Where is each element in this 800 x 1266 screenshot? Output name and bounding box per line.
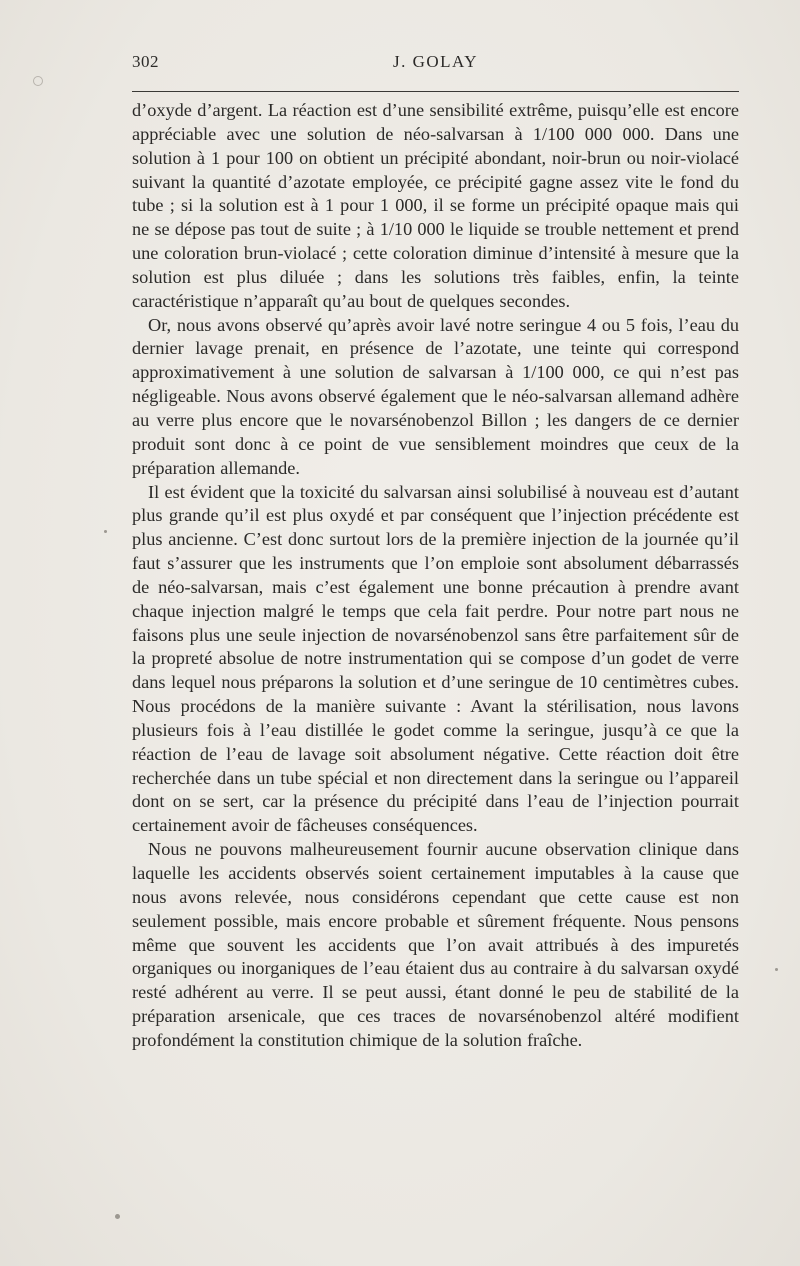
paper-speck	[775, 968, 778, 971]
paragraph: Il est évident que la toxicité du salvarsan ainsi solubilisé à nouveau est d’autant plus grande qu’il est plus oxydé et par conséquent que l’injection précédente est plus ancienne. C’est donc surtout lors de la première injection de la journée qu’il faut s’assurer que les instruments que l’on emploie sont absolument débarrassés de néo-salvarsan, mais c’est également une bonne précaution à prendre avant chaque injection malgré le temps que cela fait perdre. Pour notre part nous ne faisons plus une seule injection de novarsénobenzol sans être parfaitement sûr de la propreté absolue de notre instrumentation qui se compose d’un godet de verre dans lequel nous préparons la solution et d’une seringue de 10 centimètres cubes. Nous procédons de la manière suivante : Avant la stérilisation, nous lavons plusieurs fois à l’eau distillée le godet comme la seringue, jusqu’à ce que la réaction de l’eau de lavage soit absolument négative. Cette réaction doit être recherchée dans un tube spécial et non directement dans la seringue ou l’appareil dont on se sert, car la présence du précipité dans l’eau de l’injection pourrait certainement avoir de fâcheuses conséquences.	[132, 481, 739, 836]
running-head: J. GOLAY	[392, 52, 479, 71]
page-header	[132, 52, 739, 74]
header-rule	[132, 91, 739, 92]
paragraph-continued: d’oxyde d’argent. La réaction est d’une sensibilité extrême, puisqu’elle est encore appréciable avec une solution de néo-salvarsan à 1/100 000 000. Dans une solution à 1 pour 100 on obtient un précipité abondant, noir-brun ou noir-violacé suivant la quantité d’azotate employée, ce précipité gagne assez vite le fond du tube ; si la solution est à 1 pour 1 000, il se forme un précipité opaque mais qui ne se dépose pas tout de suite ; à 1/10 000 le liquide se trouble nettement et prend une coloration brun-violacé ; cette coloration diminue d’intensité à mesure que la solution est plus diluée ; dans les solutions très faibles, enfin, la teinte caractéristique n’apparaît qu’au bout de quelques secondes.	[132, 100, 739, 311]
paper-speck	[33, 76, 43, 86]
paragraph: Or, nous avons observé qu’après avoir lavé notre seringue 4 ou 5 fois, l’eau du dernier lavage prenait, en présence de l’azotate, une teinte qui correspond approximativement à une solution de salvarsan à 1/100 000, ce qui n’est pas négligeable. Nous avons observé également que le néo-salvarsan allemand adhère au verre plus encore que le novarsénobenzol Billon ; les dangers de ce dernier produit sont donc à ce point de vue sensiblement moindres que ceux de la préparation allemande.	[132, 314, 739, 478]
body-text	[132, 99, 739, 1053]
page-number: 302	[132, 52, 159, 71]
paper-speck	[104, 530, 107, 533]
paragraph: Nous ne pouvons malheureusement fournir aucune observation clinique dans laquelle les accidents observés soient certainement imputables à la cause que nous avons relevée, nous considérons cependant que cette cause est non seulement possible, mais encore probable et sûrement fréquente. Nous pensons même que souvent les accidents que l’on avait attribués à des impuretés organiques ou inorganiques de l’eau étaient dus au contraire à du salvarsan oxydé resté adhérent au verre. Il se peut aussi, étant donné le peu de stabilité de la préparation arsenicale, que ces traces de novarsénobenzol altéré modifient profondément la constitution chimique de la solution fraîche.	[132, 839, 739, 1050]
paper-speck	[115, 1214, 120, 1219]
